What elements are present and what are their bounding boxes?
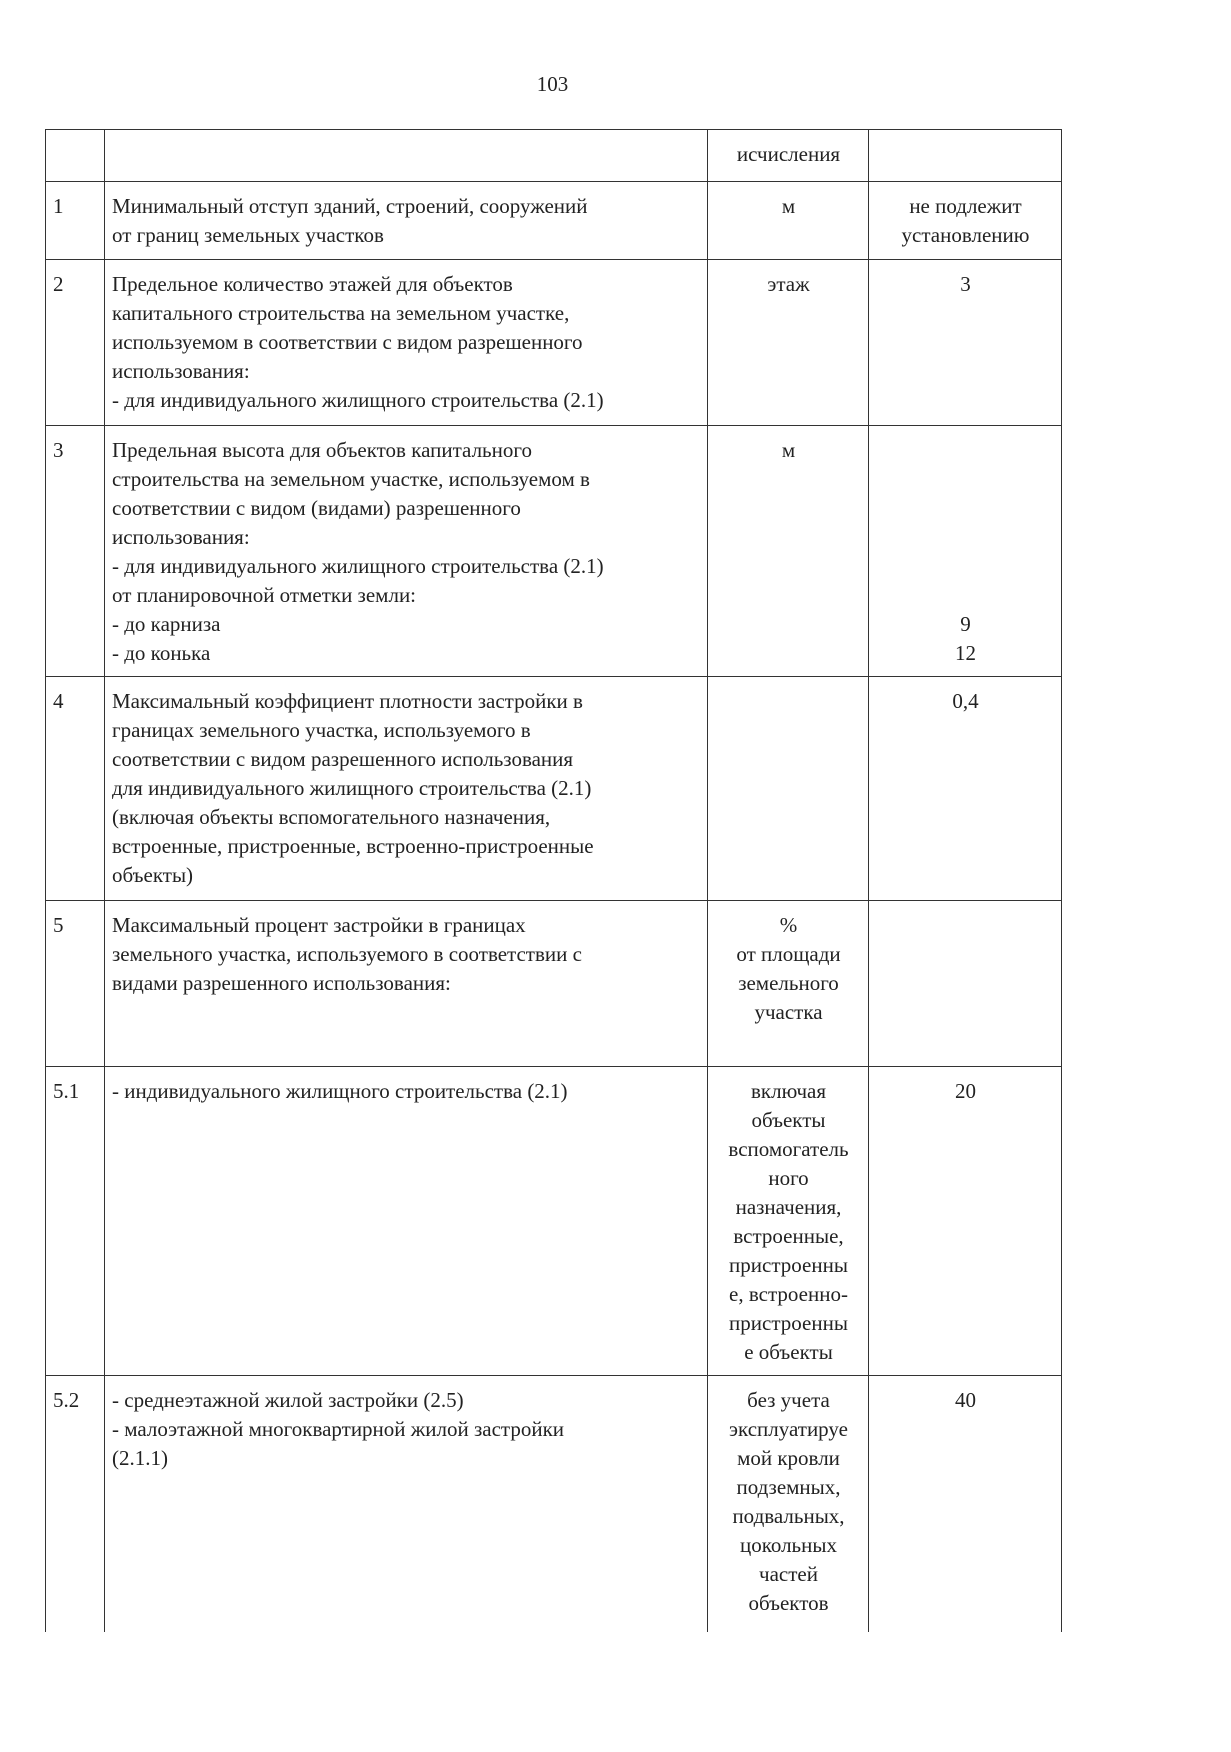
cell-name xyxy=(105,1376,708,1632)
table-row xyxy=(46,426,1062,677)
cell-num xyxy=(46,182,105,260)
table-row xyxy=(46,677,1062,901)
cell-text: 3 xyxy=(960,272,971,296)
cell-num xyxy=(46,677,105,901)
cell-text: Максимальный процент застройки в границах земельного участка, используемого в соответствии с видами разрешенного использования: xyxy=(112,913,582,995)
cell-unit xyxy=(708,260,869,426)
cell-text: Максимальный коэффициент плотности застройки в границах земельного участка, используемого в соответствии с видом разрешенного использования для индивидуального жилищного строительства (2.1) (включая объекты вспомогательного назначения, встроенные, пристроенные, встроенно-пристроенные объекты) xyxy=(112,689,594,887)
cell-num xyxy=(46,1067,105,1376)
cell-value xyxy=(869,130,1062,182)
cell-unit xyxy=(708,1067,869,1376)
cell-num xyxy=(46,426,105,677)
cell-text: 0,4 xyxy=(952,689,979,713)
cell-text: 5 xyxy=(53,913,64,937)
cell-name xyxy=(105,260,708,426)
table-row xyxy=(46,1067,1062,1376)
cell-unit xyxy=(708,1376,869,1632)
cell-text: 40 xyxy=(955,1388,976,1412)
cell-text: - среднеэтажной жилой застройки (2.5) - малоэтажной многоквартирной жилой застройки (2.1.1) xyxy=(112,1388,565,1470)
cell-text: без учета эксплуатируе мой кровли подземных, подвальных, цокольных частей объектов xyxy=(729,1388,848,1615)
cell-value xyxy=(869,182,1062,260)
cell-text: включая объекты вспомогатель ного назначения, встроенные, пристроенны е, встроенно- пристроенны е объекты xyxy=(728,1079,849,1364)
cell-text: 5.2 xyxy=(53,1388,80,1412)
cell-text: 5.1 xyxy=(53,1079,80,1103)
cell-text: 1 xyxy=(53,194,64,218)
table-row xyxy=(46,901,1062,1067)
cell-name xyxy=(105,1067,708,1376)
cell-text: Предельная высота для объектов капитального строительства на земельном участке, используемом в соответствии с видом (видами) разрешенного использования: - для индивидуального жилищного строительства (2.1) от планировочной отметки земли: - до карниза - до конька xyxy=(112,438,604,665)
cell-name xyxy=(105,182,708,260)
cell-unit xyxy=(708,677,869,901)
cell-value xyxy=(869,260,1062,426)
cell-unit xyxy=(708,182,869,260)
cell-text: 20 xyxy=(955,1079,976,1103)
cell-unit xyxy=(708,901,869,1067)
cell-text: 2 xyxy=(53,272,64,296)
cell-value xyxy=(869,1376,1062,1632)
table-row xyxy=(46,130,1062,182)
cell-unit xyxy=(708,426,869,677)
cell-num xyxy=(46,130,105,182)
cell-name xyxy=(105,426,708,677)
cell-text: 3 xyxy=(53,438,64,462)
cell-num xyxy=(46,260,105,426)
cell-unit: исчисления xyxy=(708,130,869,182)
cell-name xyxy=(105,130,708,182)
cell-text: 4 xyxy=(53,689,64,713)
cell-text: - индивидуального жилищного строительства (2.1) xyxy=(112,1079,568,1103)
cell-name xyxy=(105,677,708,901)
cell-text: этаж xyxy=(767,272,810,296)
cell-num xyxy=(46,901,105,1067)
cell-text: 9 12 xyxy=(955,612,976,665)
cell-value xyxy=(869,426,1062,677)
table-row xyxy=(46,1376,1062,1632)
cell-text: Минимальный отступ зданий, строений, сооружений от границ земельных участков xyxy=(112,194,588,247)
table-row xyxy=(46,260,1062,426)
table-row xyxy=(46,182,1062,260)
cell-value xyxy=(869,677,1062,901)
cell-text: м xyxy=(781,194,796,218)
page-number: 103 xyxy=(536,72,569,96)
cell-name xyxy=(105,901,708,1067)
cell-text: м xyxy=(781,438,796,462)
cell-value xyxy=(869,901,1062,1067)
cell-num xyxy=(46,1376,105,1632)
cell-text: % от площади земельного участка xyxy=(736,913,841,1024)
cell-text: не подлежит установлению xyxy=(901,194,1030,247)
cell-value xyxy=(869,1067,1062,1376)
cell-text: Предельное количество этажей для объектов капитального строительства на земельном участке, используемом в соответствии с видом разрешенного использования: - для индивидуального жилищного строительства (2.1) xyxy=(112,272,604,412)
parameters-table xyxy=(45,129,1062,1632)
